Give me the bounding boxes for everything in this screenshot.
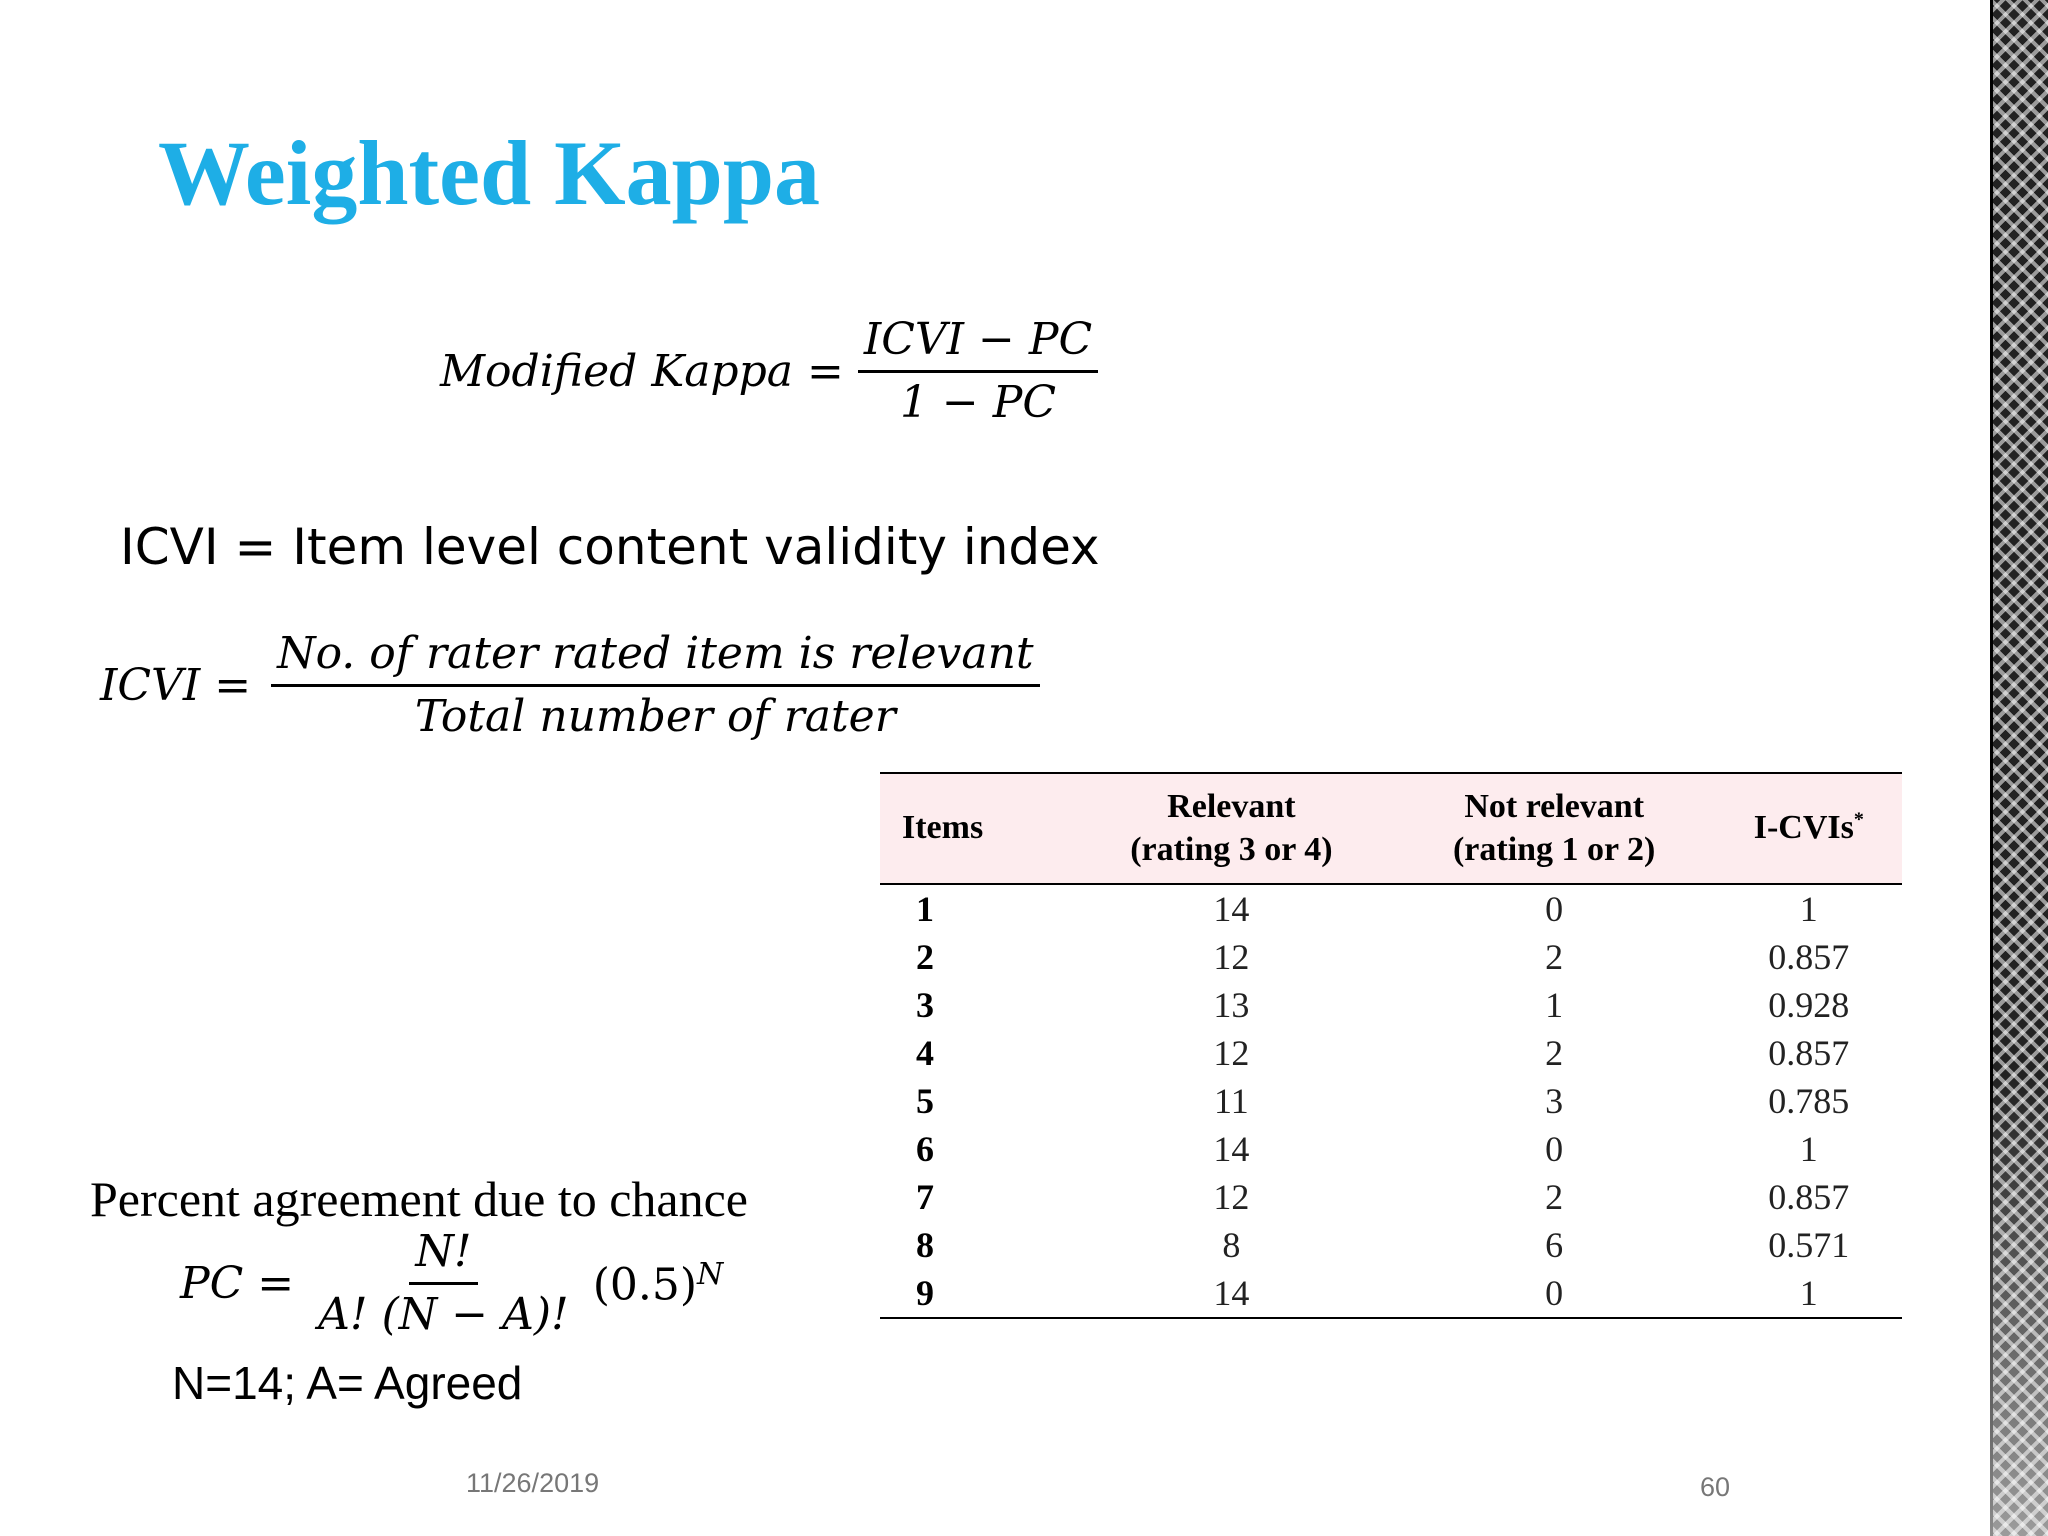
icvi-formula [100,630,1040,742]
cell-icvi: 0.785 [1768,1081,1850,1121]
header-icvis-label: I-CVIs [1753,809,1854,847]
cell-not-relevant: 2 [1545,1033,1564,1073]
cell-not-relevant: 0 [1393,1269,1716,1318]
kappa-fraction [858,316,1098,428]
cell-item: 3 [916,985,934,1025]
cell-item: 5 [916,1081,934,1121]
pc-factor: (0.5) [592,1259,698,1311]
pc-numerator: N! [409,1228,477,1285]
cell-not-relevant: 2 [1545,1177,1564,1217]
table-row [880,981,1902,1029]
cell-relevant: 12 [1213,937,1250,977]
cell-not-relevant: 3 [1545,1081,1564,1121]
decorative-side-border [1980,0,2048,1536]
footer-date: 11/26/2019 [466,1468,600,1498]
table-row [880,1029,1902,1077]
header-relevant [1070,773,1393,884]
cell-icvi: 0.571 [1768,1225,1850,1265]
cell-icvi: 1 [1799,889,1818,929]
header-items: Items [880,773,1070,884]
cell-item: 1 [916,889,934,929]
cell-icvi: 0.857 [1768,1033,1850,1073]
cell-item: 2 [916,937,934,977]
pc-power [593,1257,724,1311]
cell-item: 6 [916,1129,934,1169]
header-relevant-line2: (rating 3 or 4) [1130,830,1333,868]
table-row [880,1269,1902,1318]
cell-item: 8 [916,1225,934,1265]
cell-icvi: 0.857 [1768,937,1850,977]
cell-item: 7 [916,1177,934,1217]
cell-item: 4 [916,1033,934,1073]
table-row [880,884,1902,933]
cell-relevant: 8 [1222,1225,1241,1265]
cell-relevant: 12 [1213,1033,1250,1073]
cell-icvi: 1 [1716,1269,1902,1318]
header-relevant-line1: Relevant [1167,788,1296,825]
kappa-formula-lhs: Modified Kappa = [440,346,844,398]
cell-icvi: 0.857 [1768,1177,1850,1217]
icvi-numerator: No. of rater rated item is relevant [271,630,1040,687]
pc-exponent: N [697,1257,724,1293]
icvi-definition: ICVI = Item level content validity index [120,518,1100,576]
page-number: 60 [1700,1472,1731,1502]
header-icvis [1716,773,1902,884]
cell-relevant: 14 [1213,889,1250,929]
kappa-numerator: ICVI − PC [858,316,1098,373]
pc-formula-lhs: PC = [180,1258,295,1310]
slide-title: Weighted Kappa [158,122,821,224]
percent-agreement-label: Percent agreement due to chance [90,1171,748,1227]
icvi-denominator: Total number of rater [414,691,896,743]
table-row [880,1077,1902,1125]
cell-relevant: 11 [1214,1081,1249,1121]
header-not-relevant [1393,773,1716,884]
header-not-relevant-line2: (rating 1 or 2) [1452,830,1656,868]
kappa-denominator: 1 − PC [899,377,1057,429]
cell-relevant: 14 [1213,1129,1250,1169]
pc-denominator: A! (N − A)! [318,1289,569,1341]
border-fade [1980,0,2048,1536]
icvi-table [880,772,1902,1319]
cell-relevant: 13 [1213,985,1250,1025]
table-row [880,1125,1902,1173]
icvi-fraction [271,630,1040,742]
cell-relevant: 14 [1070,1269,1393,1318]
table-row [880,1173,1902,1221]
table-header-row [880,773,1902,884]
cell-not-relevant: 0 [1545,1129,1564,1169]
modified-kappa-formula [440,316,1098,428]
cell-item: 9 [880,1269,1070,1318]
header-not-relevant-line1: Not relevant [1464,788,1645,825]
cell-not-relevant: 2 [1545,937,1564,977]
icvi-formula-lhs: ICVI = [100,660,252,712]
cell-icvi: 0.928 [1768,985,1850,1025]
cell-icvi: 1 [1799,1129,1818,1169]
header-icvis-footnote-mark: * [1853,808,1864,831]
cell-relevant: 12 [1213,1177,1250,1217]
pc-formula [180,1228,723,1340]
n-note: N=14; A= Agreed [172,1357,523,1409]
table-body [880,884,1902,1318]
cell-not-relevant: 0 [1545,889,1564,929]
table-row [880,933,1902,981]
cell-not-relevant: 1 [1545,985,1564,1025]
pc-fraction [312,1228,575,1340]
table-row [880,1221,1902,1269]
cell-not-relevant: 6 [1545,1225,1564,1265]
